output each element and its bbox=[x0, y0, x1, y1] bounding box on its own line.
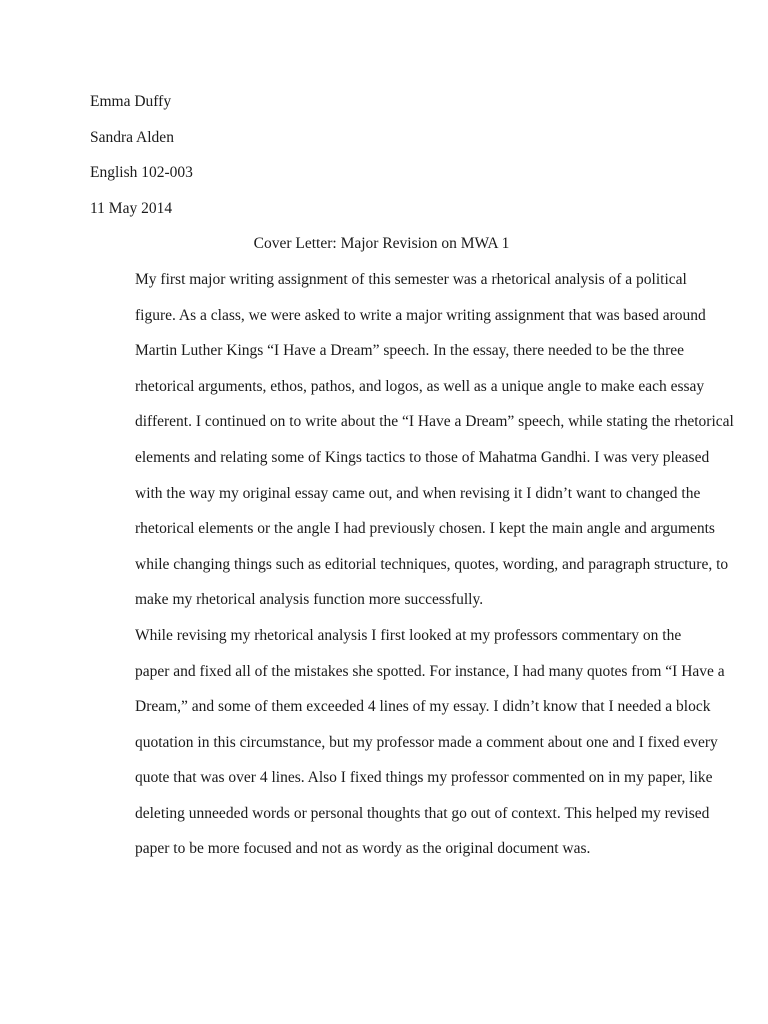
paragraph-line: rhetorical arguments, ethos, pathos, and logos, as well as a unique angle to make each essay bbox=[135, 377, 705, 395]
paragraph-line: Dream,” and some of them exceeded 4 lines of my essay. I didn’t know that I needed a block bbox=[135, 698, 711, 716]
paragraph-line: make my rhetorical analysis function more successfully. bbox=[135, 591, 484, 609]
paragraph-line: elements and relating some of Kings tactics to those of Mahatma Gandhi. I was very pleased bbox=[135, 448, 710, 466]
paragraph-line: deleting unneeded words or personal thoughts that go out of context. This helped my revised bbox=[135, 804, 710, 822]
paragraph-line: with the way my original essay came out, and when revising it I didn’t want to changed the bbox=[135, 484, 701, 502]
paragraph-2 bbox=[90, 618, 725, 867]
paragraph-line: figure. As a class, we were asked to write a major writing assignment that was based around bbox=[135, 306, 706, 324]
paragraph-1 bbox=[90, 262, 734, 618]
course-number: English 102-003 bbox=[90, 164, 193, 182]
paragraph-line: different. I continued on to write about the “I Have a Dream” speech, while stating the rhetorical bbox=[135, 413, 734, 431]
paragraph-line: while changing things such as editorial techniques, quotes, wording, and paragraph structure, to bbox=[135, 555, 729, 573]
paragraph-line: While revising my rhetorical analysis I first looked at my professors commentary on the bbox=[135, 626, 682, 644]
paragraph-line: Martin Luther Kings “I Have a Dream” speech. In the essay, there needed to be the three bbox=[135, 342, 685, 360]
student-name: Emma Duffy bbox=[90, 93, 172, 110]
document-body bbox=[90, 84, 734, 867]
document-date: 11 May 2014 bbox=[90, 199, 173, 217]
paragraph-line: quotation in this circumstance, but my professor made a comment about one and I fixed every bbox=[135, 733, 718, 751]
paragraph-line: paper to be more focused and not as wordy as the original document was. bbox=[135, 840, 591, 858]
paragraph-line: My first major writing assignment of this semester was a rhetorical analysis of a political bbox=[135, 270, 687, 288]
paragraph-line: paper and fixed all of the mistakes she spotted. For instance, I had many quotes from “I Have a bbox=[135, 662, 725, 680]
paragraph-line: quote that was over 4 lines. Also I fixed things my professor commented on in my paper, like bbox=[135, 769, 713, 787]
paragraph-line: rhetorical elements or the angle I had previously chosen. I kept the main angle and arguments bbox=[135, 520, 715, 538]
instructor-name: Sandra Alden bbox=[90, 128, 174, 146]
document-title: Cover Letter: Major Revision on MWA 1 bbox=[253, 235, 510, 253]
